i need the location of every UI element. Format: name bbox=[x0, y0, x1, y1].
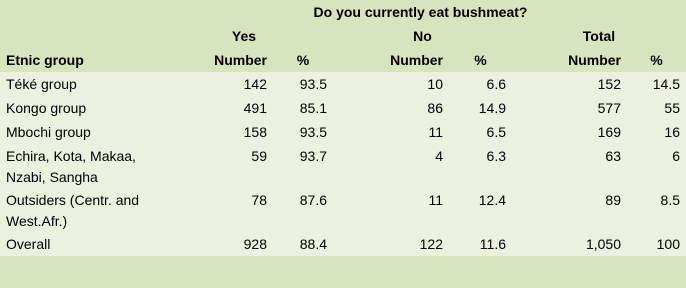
ethnic-group-cell: Kongo group bbox=[0, 96, 155, 120]
ethnic-group-header: Etnic group bbox=[0, 48, 155, 72]
no-percent-cell: 6.3 bbox=[449, 144, 512, 188]
subcol-header: Number bbox=[333, 48, 449, 72]
total-percent-cell: 6 bbox=[627, 144, 686, 188]
no-percent-cell: 6.6 bbox=[449, 72, 512, 96]
no-number-cell: 11 bbox=[333, 120, 449, 144]
table-row bbox=[0, 72, 686, 96]
no-percent-cell: 14.9 bbox=[449, 96, 512, 120]
no-percent-cell: 12.4 bbox=[449, 188, 512, 232]
no-number-cell: 10 bbox=[333, 72, 449, 96]
group-header-no: No bbox=[333, 25, 512, 48]
group-header-total: Total bbox=[512, 25, 686, 48]
question-header: Do you currently eat bushmeat? bbox=[155, 0, 686, 25]
table-footer bbox=[0, 256, 686, 288]
total-number-cell: 89 bbox=[512, 188, 627, 232]
yes-number-cell: 59 bbox=[155, 144, 273, 188]
yes-percent-cell: 87.6 bbox=[273, 188, 333, 232]
total-percent-cell: 14.5 bbox=[627, 72, 686, 96]
yes-number-cell: 142 bbox=[155, 72, 273, 96]
table-row bbox=[0, 188, 686, 232]
yes-percent-cell: 93.5 bbox=[273, 72, 333, 96]
total-percent-cell: 8.5 bbox=[627, 188, 686, 232]
group-header-yes: Yes bbox=[155, 25, 333, 48]
table-row bbox=[0, 144, 686, 188]
total-percent-cell: 100 bbox=[627, 232, 686, 256]
subcol-header: % bbox=[449, 48, 512, 72]
no-percent-cell: 6.5 bbox=[449, 120, 512, 144]
no-percent-cell: 11.6 bbox=[449, 232, 512, 256]
subcol-header: % bbox=[627, 48, 686, 72]
table-row bbox=[0, 96, 686, 120]
yes-percent-cell: 88.4 bbox=[273, 232, 333, 256]
table-row bbox=[0, 232, 686, 256]
yes-percent-cell: 93.7 bbox=[273, 144, 333, 188]
table-row bbox=[0, 120, 686, 144]
total-percent-cell: 55 bbox=[627, 96, 686, 120]
total-number-cell: 1,050 bbox=[512, 232, 627, 256]
yes-number-cell: 158 bbox=[155, 120, 273, 144]
yes-number-cell: 928 bbox=[155, 232, 273, 256]
ethnic-group-cell: Overall bbox=[0, 232, 155, 256]
yes-number-cell: 491 bbox=[155, 96, 273, 120]
total-number-cell: 63 bbox=[512, 144, 627, 188]
total-percent-cell: 16 bbox=[627, 120, 686, 144]
subcol-header: % bbox=[273, 48, 333, 72]
table-header bbox=[0, 0, 686, 72]
yes-number-cell: 78 bbox=[155, 188, 273, 232]
table-body bbox=[0, 72, 686, 256]
total-number-cell: 169 bbox=[512, 120, 627, 144]
yes-percent-cell: 93.5 bbox=[273, 120, 333, 144]
ethnic-group-cell: Mbochi group bbox=[0, 120, 155, 144]
ethnic-group-cell: Outsiders (Centr. and West.Afr.) bbox=[0, 188, 155, 232]
total-number-cell: 152 bbox=[512, 72, 627, 96]
no-number-cell: 4 bbox=[333, 144, 449, 188]
ethnic-group-cell: Echira, Kota, Makaa, Nzabi, Sangha bbox=[0, 144, 155, 188]
no-number-cell: 122 bbox=[333, 232, 449, 256]
subcol-header: Number bbox=[512, 48, 627, 72]
yes-percent-cell: 85.1 bbox=[273, 96, 333, 120]
no-number-cell: 11 bbox=[333, 188, 449, 232]
ethnic-group-cell: Téké group bbox=[0, 72, 155, 96]
total-number-cell: 577 bbox=[512, 96, 627, 120]
no-number-cell: 86 bbox=[333, 96, 449, 120]
subcol-header: Number bbox=[155, 48, 273, 72]
